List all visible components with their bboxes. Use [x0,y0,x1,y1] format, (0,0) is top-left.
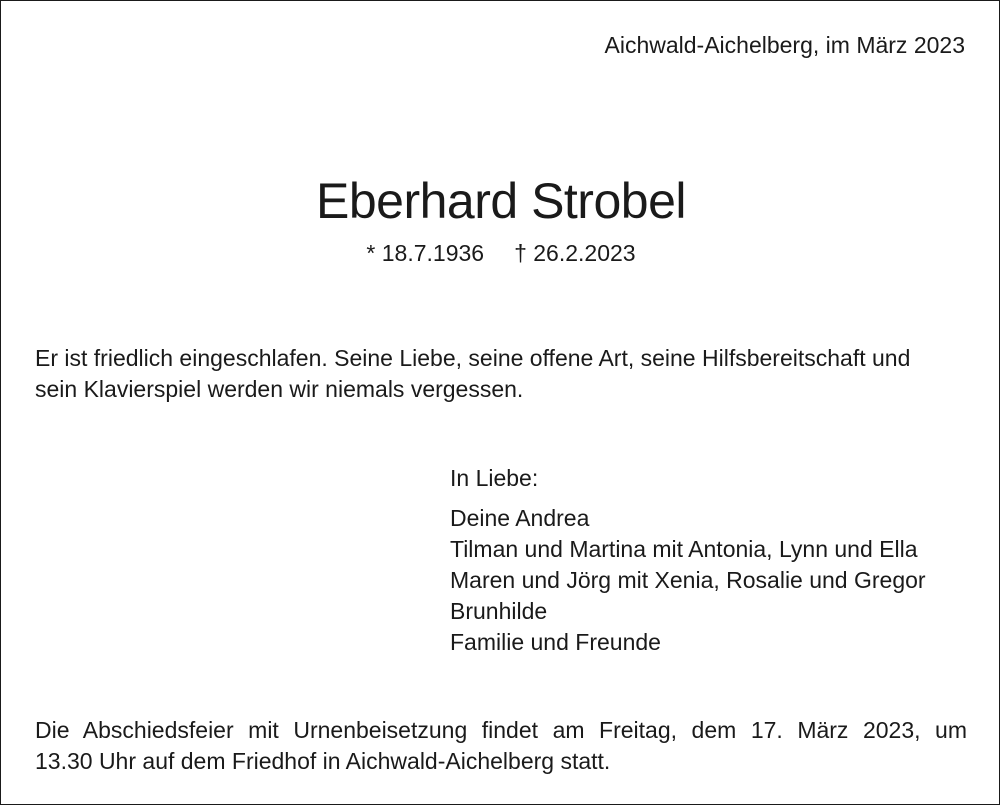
place-date: Aichwald-Aichelberg, im März 2023 [604,32,965,58]
mourner-name: Familie und Freunde [450,629,661,655]
mourner-name: Deine Andrea [450,505,590,531]
tribute-line: sein Klavierspiel werden wir niemals vergessen. [35,376,524,402]
death-date: † 26.2.2023 [514,240,636,266]
ceremony-line: Die Abschiedsfeier mit Urnenbeisetzung findet am Freitag, dem 17. März 2023, um [35,717,967,743]
mourners-list [450,503,926,658]
mourners-block [450,463,926,658]
ceremony-info [35,715,967,777]
mourners-intro: In Liebe: [450,465,539,491]
birth-date: * 18.7.1936 [366,240,485,266]
deceased-name: Eberhard Strobel [315,173,686,229]
mourner-name: Maren und Jörg mit Xenia, Rosalie und Gregor [450,567,926,593]
ceremony-line: 13.30 Uhr auf dem Friedhof in Aichwald-Aichelberg statt. [35,748,611,774]
mourner-name: Brunhilde [450,598,548,624]
life-dates [1,237,1000,269]
mourner-name: Tilman und Martina mit Antonia, Lynn und Ella [450,536,918,562]
tribute-line: Er ist friedlich eingeschlafen. Seine Liebe, seine offene Art, seine Hilfsbereitschaft und [35,345,911,371]
tribute-text [35,343,975,405]
